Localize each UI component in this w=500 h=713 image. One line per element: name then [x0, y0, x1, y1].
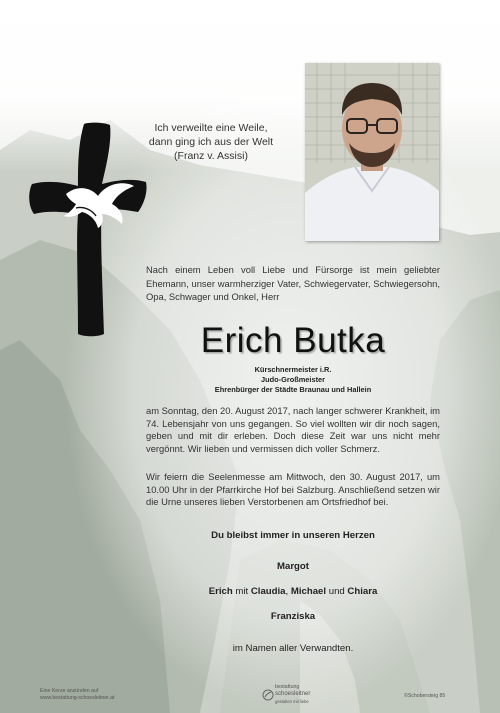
candle-link-block	[40, 688, 114, 701]
logo-mark-icon	[262, 689, 274, 701]
funeral-home-logo	[262, 684, 332, 708]
family-word-mit: mit	[235, 586, 249, 597]
family-word-und: und	[328, 586, 345, 597]
death-notice-paragraph: am Sonntag, den 20. August 2017, nach langer schwerer Krankheit, im 74. Lebensjahr von uns gegangen. So viel wollten wir dir noch sagen, geben und mit dir erleben. Doch diese Zeit war uns nicht mehr vergönnt. Wir lieben und vermissen dich voller Schmerz.	[146, 405, 440, 454]
quote-line-2: dann ging ich aus der Welt	[148, 136, 274, 148]
funeral-details-paragraph: Wir feiern die Seelenmesse am Mittwoch, den 30. August 2017, um 10.00 Uhr in der Pfarrkirche Hof bei Salzburg. Anschließend setzen wir die Urne unseres lieben Verstorbenen am Ortsfriedhof bei.	[146, 471, 440, 507]
intro-text: Nach einem Leben voll Liebe und Fürsorge ist mein geliebter Ehemann, unser warmherziger Vater, Schwiegervater, Schwiegersohn, Opa, Schwager und Onkel, Herr	[146, 264, 440, 302]
portrait-photo	[305, 63, 439, 241]
family-name-michael: Michael	[290, 586, 327, 597]
quote-block	[146, 121, 276, 163]
logo-text-3: gestalten mit liebe	[275, 699, 309, 704]
title-line-2: Judo-Großmeister	[260, 375, 326, 384]
cross-with-dove-icon	[26, 122, 150, 338]
family-name-claudia: Claudia	[250, 586, 286, 597]
deceased-titles	[146, 365, 440, 395]
quote-author: (Franz v. Assisi)	[174, 150, 248, 162]
family-line-franziska: Franziska	[270, 611, 316, 622]
deceased-name: Erich Butka	[200, 321, 386, 360]
logo-text-1: bestattung	[275, 684, 300, 690]
family-comma: ,	[285, 586, 289, 597]
title-line-3: Ehrenbürger der Städte Braunau und Hallein	[214, 385, 372, 394]
copyright-text: ©Schobersteig 85	[404, 693, 446, 699]
family-line-children	[146, 586, 440, 598]
candle-link-label: Eine Kerze anzünden auf	[40, 688, 99, 694]
quote-line-1: Ich verweilte eine Weile,	[154, 122, 268, 134]
title-line-1: Kürschnermeister i.R.	[254, 365, 332, 374]
family-line-margot: Margot	[277, 561, 309, 572]
relatives-line: im Namen aller Verwandten.	[232, 643, 354, 654]
logo-text-2: schoesleitner	[275, 691, 311, 697]
family-name-erich: Erich	[208, 586, 233, 597]
family-name-chiara: Chiara	[347, 586, 378, 597]
website-link[interactable]: www.bestattung-schoesleitner.at	[40, 694, 115, 701]
closing-line: Du bleibst immer in unseren Herzen	[211, 530, 375, 541]
